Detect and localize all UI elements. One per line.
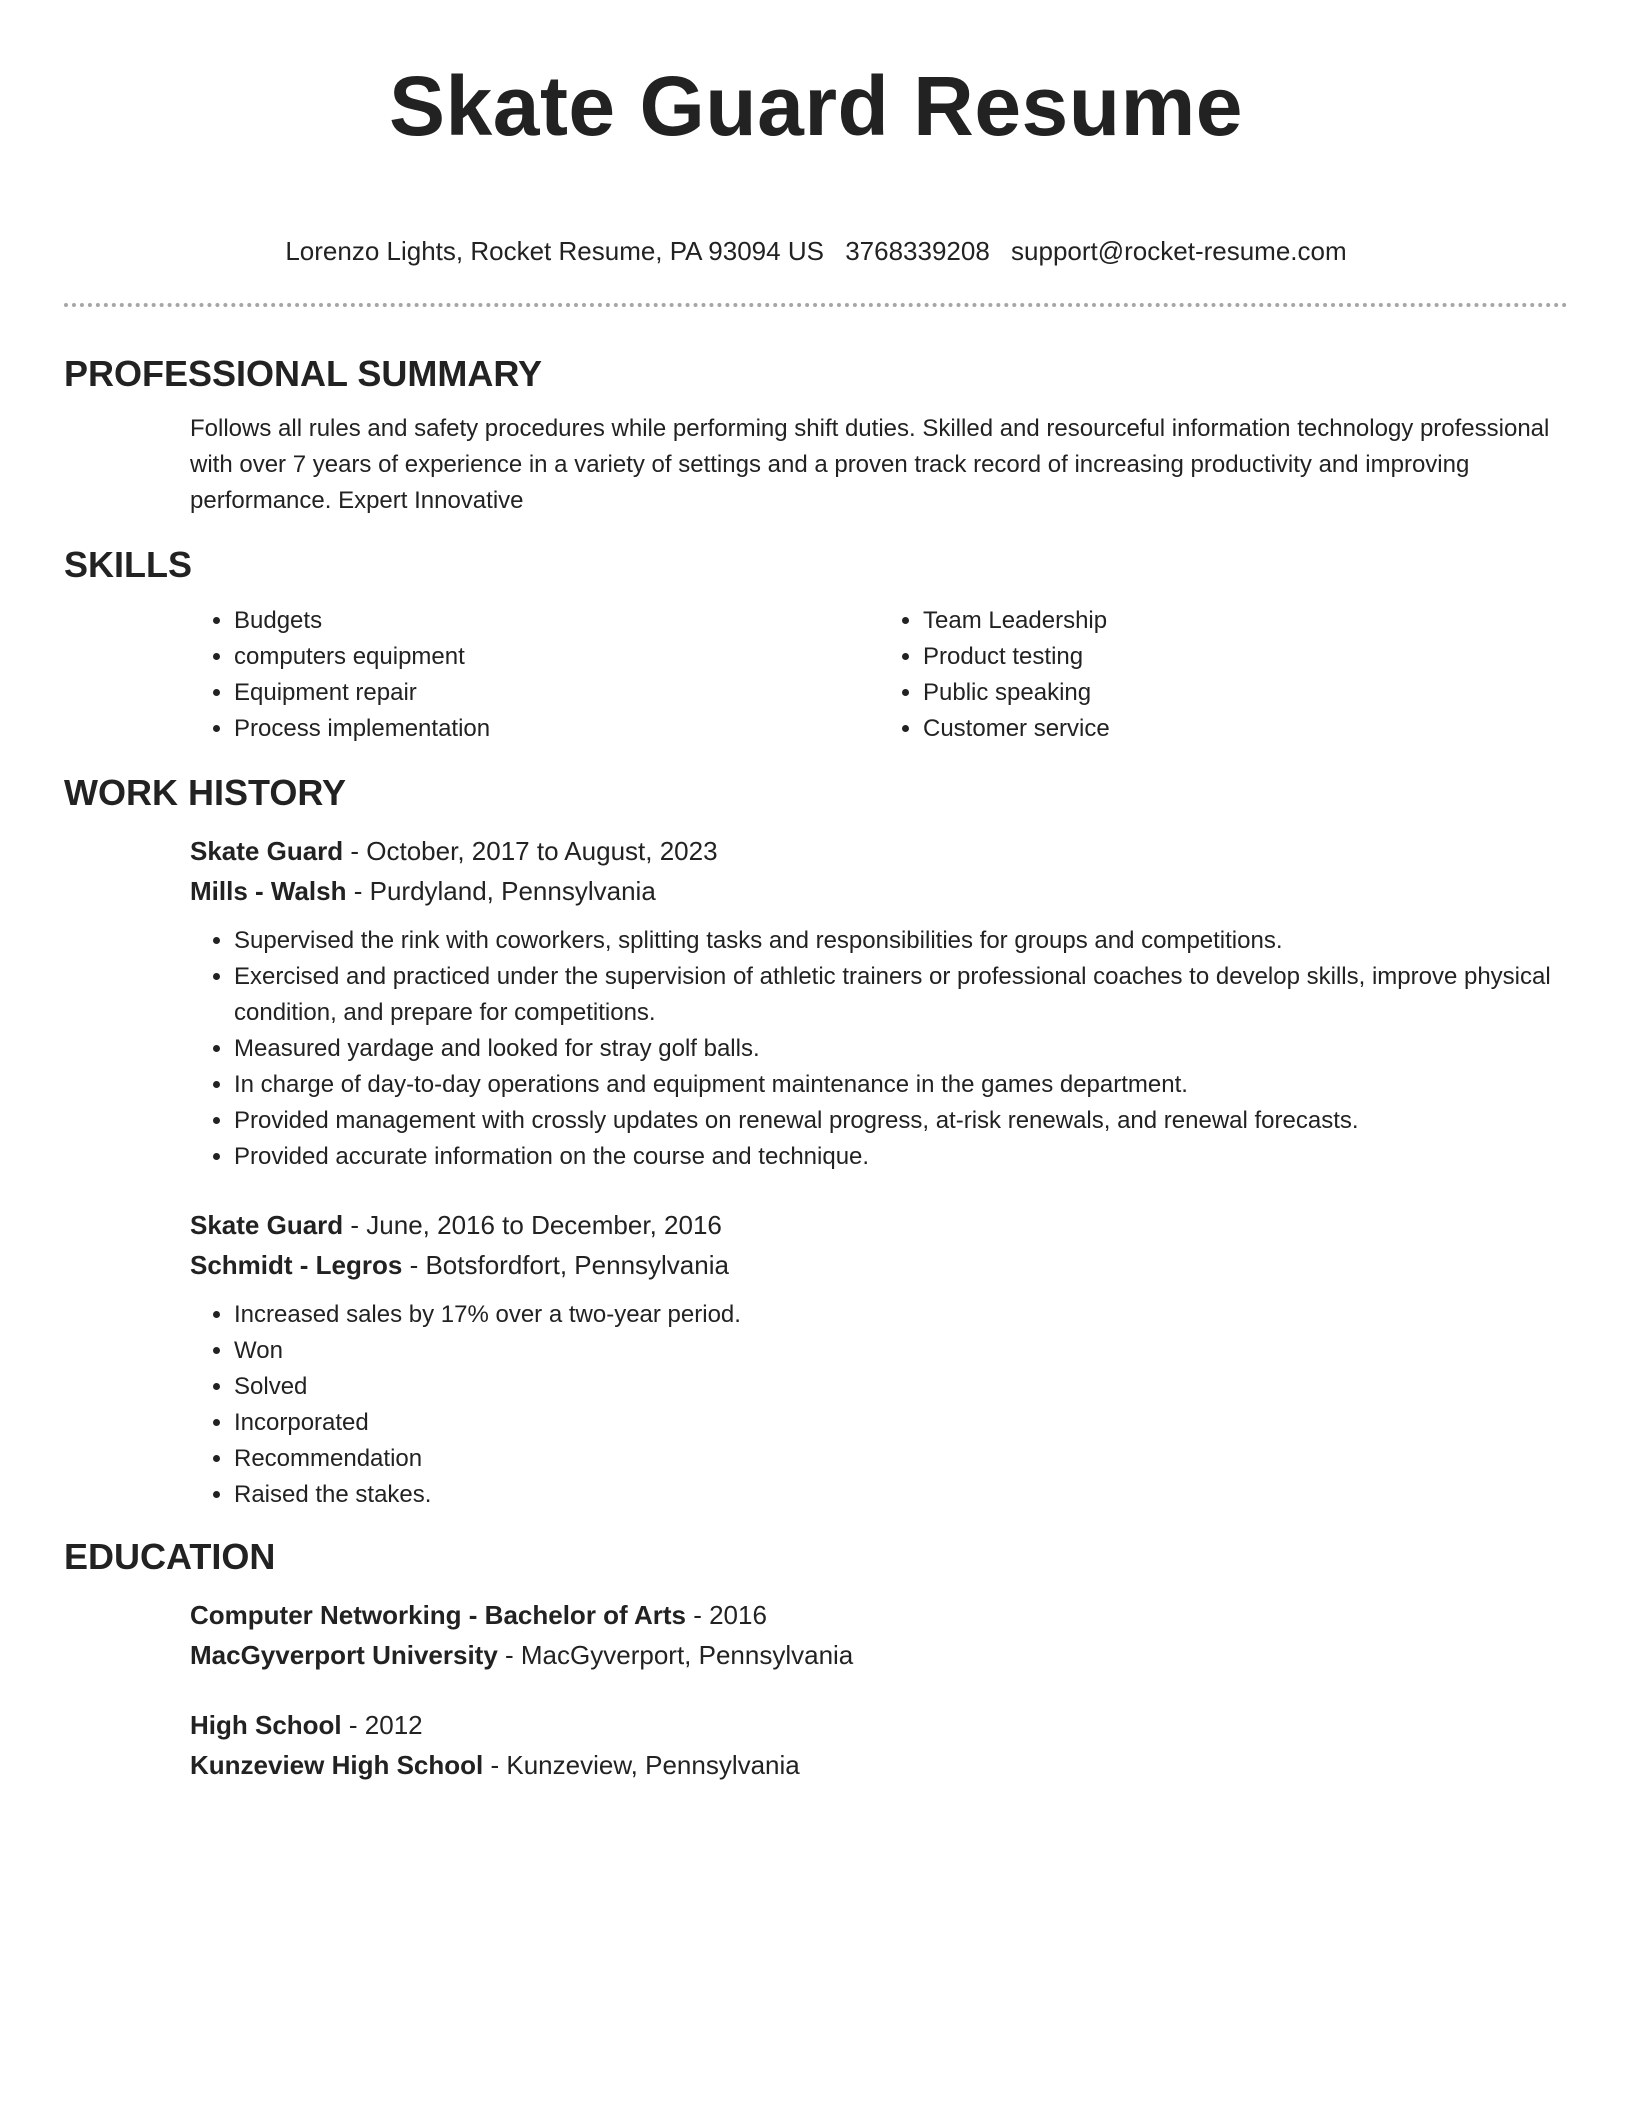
job-entry xyxy=(190,831,1568,1175)
job-bullets xyxy=(190,1297,1568,1513)
skills-section xyxy=(64,603,1568,747)
education-entry xyxy=(190,1595,1568,1675)
work-section xyxy=(64,831,1568,1513)
education-location: - Kunzeview, Pennsylvania xyxy=(483,1750,800,1780)
skills-list-right xyxy=(879,603,1568,747)
education-year: - 2016 xyxy=(685,1600,767,1630)
job-bullet: • Exercised and practiced under the supervision of athletic trainers or professional coaches to develop skills, improve physical condition, and prepare for competitions. xyxy=(234,959,1568,1031)
job-bullet: • Raised the stakes. xyxy=(234,1477,1568,1513)
job-title: Skate Guard xyxy=(190,836,344,866)
skill-item: • Equipment repair xyxy=(234,675,879,711)
skill-item: • Public speaking xyxy=(923,675,1568,711)
job-bullet: • Incorporated xyxy=(234,1405,1568,1441)
contact-line xyxy=(64,233,1568,269)
skill-item: • Customer service xyxy=(923,711,1568,747)
job-company: Mills - Walsh xyxy=(190,876,347,906)
work-heading: WORK HISTORY xyxy=(64,772,347,813)
education-degree-line xyxy=(190,1595,1568,1635)
education-degree: Computer Networking - Bachelor of Arts xyxy=(190,1600,686,1630)
job-entry xyxy=(190,1205,1568,1513)
education-school-line xyxy=(190,1745,1568,1785)
skills-heading: SKILLS xyxy=(64,544,193,585)
job-bullet: • Won xyxy=(234,1333,1568,1369)
summary-text: Follows all rules and safety procedures while performing shift duties. Skilled and resourceful information technology professional with over 7 years of experience in a variety of settings and a proven track record of increasing productivity and improving performance. Expert Innovative xyxy=(190,415,1550,514)
skill-item: • computers equipment xyxy=(234,639,879,675)
education-section xyxy=(64,1595,1568,1785)
job-bullet: • In charge of day-to-day operations and equipment maintenance in the games department. xyxy=(234,1067,1568,1103)
job-bullet: • Recommendation xyxy=(234,1441,1568,1477)
summary-section xyxy=(64,411,1568,519)
job-dates: - October, 2017 to August, 2023 xyxy=(343,836,718,866)
skills-list-left xyxy=(190,603,879,747)
summary-heading: PROFESSIONAL SUMMARY xyxy=(64,353,543,394)
education-school-line xyxy=(190,1635,1568,1675)
job-bullet: • Increased sales by 17% over a two-year period. xyxy=(234,1297,1568,1333)
job-location: - Purdyland, Pennsylvania xyxy=(346,876,656,906)
job-bullet: • Solved xyxy=(234,1369,1568,1405)
job-company-line xyxy=(190,871,1568,911)
education-degree: High School xyxy=(190,1710,342,1740)
job-title: Skate Guard xyxy=(190,1210,344,1240)
skill-item: • Team Leadership xyxy=(923,603,1568,639)
education-heading: EDUCATION xyxy=(64,1536,276,1577)
contact-phone: 3768339208 xyxy=(845,236,990,266)
job-dates: - June, 2016 to December, 2016 xyxy=(343,1210,722,1240)
skill-item: • Product testing xyxy=(923,639,1568,675)
contact-email: support@rocket-resume.com xyxy=(1011,236,1347,266)
job-bullet: • Measured yardage and looked for stray golf balls. xyxy=(234,1031,1568,1067)
contact-address: Lorenzo Lights, Rocket Resume, PA 93094 US xyxy=(285,236,824,266)
job-company-line xyxy=(190,1245,1568,1285)
education-degree-line xyxy=(190,1705,1568,1745)
header-divider xyxy=(64,303,1568,307)
job-bullet: • Supervised the rink with coworkers, splitting tasks and responsibilities for groups and competitions. xyxy=(234,923,1568,959)
education-location: - MacGyverport, Pennsylvania xyxy=(497,1640,854,1670)
skill-item: • Budgets xyxy=(234,603,879,639)
job-bullets xyxy=(190,923,1568,1175)
education-year: - 2012 xyxy=(341,1710,423,1740)
education-school: Kunzeview High School xyxy=(190,1750,484,1780)
skill-item: • Process implementation xyxy=(234,711,879,747)
job-title-line xyxy=(190,831,1568,871)
job-location: - Botsfordfort, Pennsylvania xyxy=(402,1250,729,1280)
job-bullet: • Provided management with crossly updates on renewal progress, at-risk renewals, and renewal forecasts. xyxy=(234,1103,1568,1139)
education-entry xyxy=(190,1705,1568,1785)
job-title-line xyxy=(190,1205,1568,1245)
job-company: Schmidt - Legros xyxy=(190,1250,403,1280)
resume-title: Skate Guard Resume xyxy=(388,59,1243,153)
job-bullet: • Provided accurate information on the course and technique. xyxy=(234,1139,1568,1175)
education-school: MacGyverport University xyxy=(190,1640,498,1670)
